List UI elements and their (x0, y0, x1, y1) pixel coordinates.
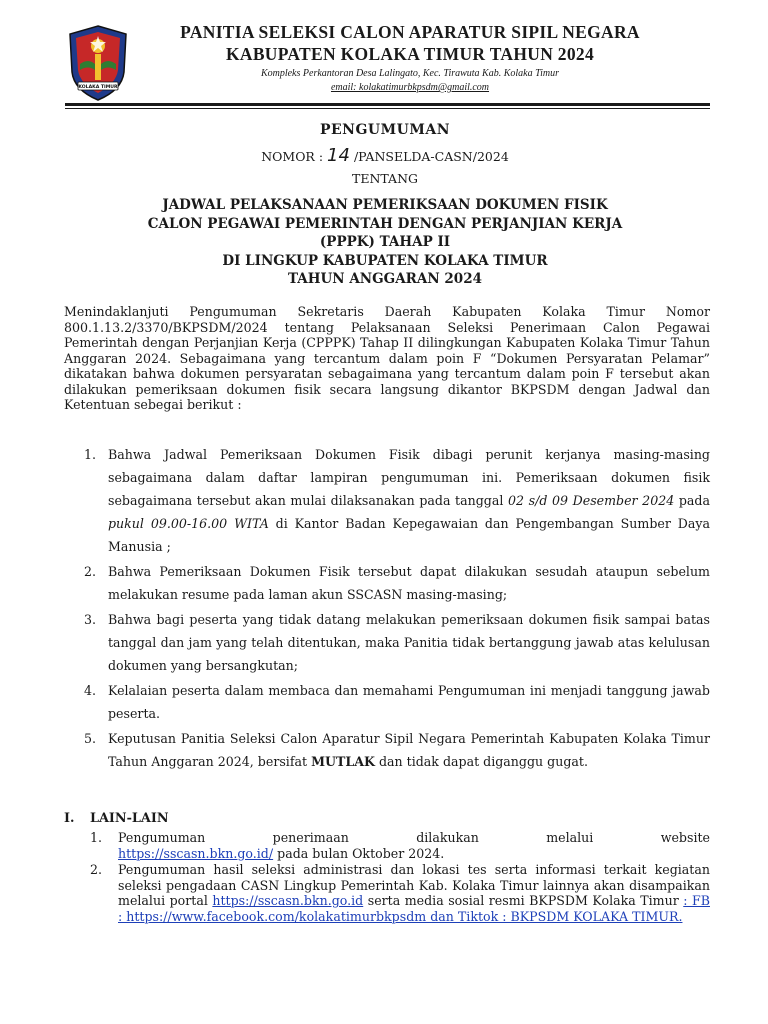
schedule-time: 09.00-16.00 WITA (150, 516, 269, 531)
item-text: Pengumuman penerimaan dilakukan melalui website (118, 830, 710, 845)
item-text: Bahwa Pemeriksaan Dokumen Fisik tersebut dapat dilakukan sesudah ataupun sebelum melakukan resume pada laman akun SSCASN masing-masing; (108, 564, 710, 602)
schedule-date: 02 s/d 09 Desember 2024 (508, 493, 675, 508)
letterhead-address: Kompleks Perkantoran Desa Lalingato, Kec. Tirawuta Kab. Kolaka Timur (260, 68, 560, 79)
subject-line: (PPPK) TAHAP II (319, 234, 451, 250)
announcement-about: TENTANG (351, 171, 418, 186)
letterhead-divider-thin (65, 108, 710, 109)
announcement-number (60, 145, 710, 166)
kolaka-timur-emblem-icon (66, 24, 130, 102)
subject-line: TAHUN ANGGARAN 2024 (287, 271, 482, 287)
list-item (78, 679, 710, 725)
number-label: NOMOR : (261, 149, 324, 164)
item-number: 1. (90, 830, 103, 845)
intro-paragraph: Menindaklanjuti Pengumuman Sekretaris Daerah Kabupaten Kolaka Timur Nomor 800.1.13.2/3370/BKPSDM/2024 tentang Pelaksanaan Seleksi Penerimaan Calon Pegawai Pemerintah dengan Perjanjian Kerja (CPPPK) Tahap II dilingkungan Kabupaten Kolaka Timur Tahun Anggaran 2024. Sebagaimana yang tercantum dalam poin F “Dokumen Persyaratan Pelamar” dikatakan bahwa dokumen persyaratan sebagaimana yang tercantum dalam poin F tersebut akan dilakukan pemeriksaan dokumen fisik secara langsung dikantor BKPSDM dengan Jadwal dan Ketentuan sebegai berikut : (64, 304, 710, 412)
item-number: 2. (84, 564, 97, 579)
section-heading (64, 811, 169, 826)
item-text: Bahwa Jadwal Pemeriksaan Dokumen Fisik dibagi perunit kerjanya masing-masing sebagaimana dalam daftar lampiran pengumuman ini. Pemeriksaan dokumen fisik sebagaimana tersebut akan mulai dilaksanakan pada tanggal (108, 447, 710, 508)
item-text: dan tidak dapat diganggu gugat. (378, 754, 588, 769)
item-number: 5. (84, 731, 97, 746)
section-list (88, 830, 710, 924)
list-item (78, 608, 710, 677)
section-number: I. (64, 811, 75, 826)
item-text: Keputusan Panitia Seleksi Calon Aparatur Sipil Negara Pemerintah Kabupaten Kolaka Timur Tahun Anggaran 2024, bersifat (108, 731, 710, 769)
letterhead-email: email: kolakatimurbkpsdm@gmail.com (330, 82, 490, 93)
item-number: 3. (84, 612, 97, 627)
subject-line: JADWAL PELAKSANAAN PEMERIKSAAN DOKUMEN FISIK (162, 197, 608, 213)
announcement-subject (60, 196, 710, 289)
subject-line: DI LINGKUP KABUPATEN KOLAKA TIMUR (222, 252, 548, 269)
letterhead-committee-name: PANITIA SELEKSI CALON APARATUR SIPIL NEGARA (180, 22, 640, 42)
item-text: Bahwa bagi peserta yang tidak datang melakukan pemeriksaan dokumen fisik sampai batas tanggal dan jam yang telah ditentukan, maka Panitia tidak bertanggung jawab atas kelulusan dokumen yang bersangkutan; (108, 612, 710, 673)
letterhead (0, 18, 768, 108)
item-text: serta media sosial resmi BKPSDM Kolaka Timur (367, 893, 679, 908)
list-item (88, 830, 710, 861)
item-text: Pengumuman hasil seleksi administrasi dan lokasi tes serta informasi terkait kegiatan seleksi pengadaan CASN Lingkup Pemerintah Kab. Kolaka Timur lainnya akan disampaikan melalui portal (118, 862, 710, 908)
number-suffix: /PANSELDA-CASN/2024 (353, 149, 509, 164)
provisions-list (78, 443, 710, 773)
handwritten-number: 14 (327, 145, 350, 166)
letterhead-regency-name: KABUPATEN KOLAKA TIMUR TAHUN 2024 (225, 44, 595, 64)
item-text: pada bulan Oktober 2024. (277, 845, 445, 861)
item-number: 1. (84, 447, 97, 462)
list-item (78, 443, 710, 558)
emphasis-absolute: MUTLAK (311, 754, 375, 769)
list-item (78, 727, 710, 773)
sscasn-portal-link[interactable]: https://sscasn.bkn.go.id (212, 893, 364, 908)
section-title: LAIN-LAIN (90, 811, 169, 826)
time-label: pukul (108, 516, 144, 531)
item-number: 2. (90, 862, 103, 877)
item-text: di Kantor Badan Kepegawaian dan Pengembangan Sumber Daya Manusia ; (108, 516, 710, 554)
item-number: 4. (84, 683, 97, 698)
facebook-tiktok-link[interactable]: : FB : https://www.facebook.com/kolakatimurbkpsdm dan Tiktok : BKPSDM KOLAKA TIMUR. (118, 893, 710, 924)
item-text: Kelalaian peserta dalam membaca dan memahami Pengumuman ini menjadi tanggung jawab peserta. (108, 683, 710, 721)
list-item (88, 862, 710, 924)
item-text: pada (678, 493, 710, 508)
list-item (78, 560, 710, 606)
announcement-title: PENGUMUMAN (319, 122, 451, 138)
letterhead-divider (65, 103, 710, 106)
sscasn-link[interactable]: https://sscasn.bkn.go.id/ (118, 845, 274, 861)
subject-line: CALON PEGAWAI PEMERINTAH DENGAN PERJANJIAN KERJA (147, 215, 623, 232)
logo-label: KOLAKA TIMUR (78, 85, 118, 91)
